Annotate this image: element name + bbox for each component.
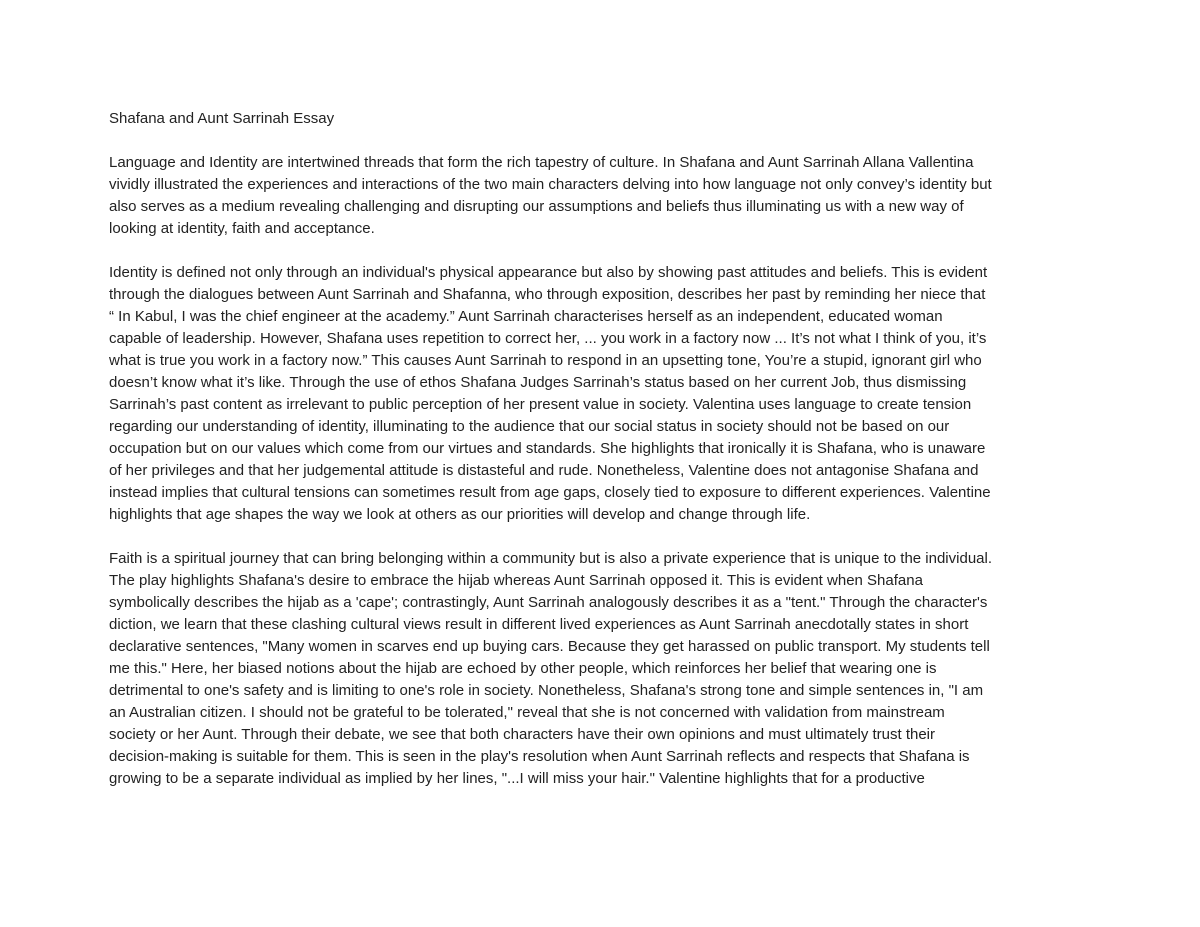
paragraph-line: of her privileges and that her judgemental attitude is distasteful and rude. Nonetheless, Valentine does not antagonise Shafana and [109,462,979,479]
paragraph-line: diction, we learn that these clashing cultural views result in different lived experiences as Aunt Sarrinah anecdotally states in short [109,616,969,633]
paragraph-line: doesn’t know what it’s like. Through the use of ethos Shafana Judges Sarrinah’s status based on her current Job, thus dismissing [109,374,967,391]
paragraph-line: growing to be a separate individual as implied by her lines, "...I will miss your hair." Valentine highlights that for a productive [109,770,925,787]
paragraph-line: looking at identity, faith and acceptance. [109,220,375,237]
paragraph-line: detrimental to one's safety and is limiting to one's role in society. Nonetheless, Shafana's strong tone and simple sentences in, "I am [109,682,984,699]
paragraph-line: instead implies that cultural tensions can sometimes result from age gaps, closely tied to exposure to different experiences. Valentine [109,484,991,501]
paragraph-line: society or her Aunt. Through their debate, we see that both characters have their own opinions and must ultimately trust their [109,726,936,743]
paragraph-line: “ In Kabul, I was the chief engineer at the academy.” Aunt Sarrinah characterises herself as an independent, educated woman [109,308,943,325]
paragraph-line: capable of leadership. However, Shafana uses repetition to correct her, ... you work in a factory now ... It’s not what I think of you, it’s [109,330,987,347]
paragraph-line: also serves as a medium revealing challenging and disrupting our assumptions and beliefs thus illuminating us with a new way of [109,198,964,215]
paragraph-line: regarding our understanding of identity, illuminating to the audience that our social status in society should not be based on our [109,418,950,435]
paragraph-line: through the dialogues between Aunt Sarrinah and Shafanna, who through exposition, describes her past by reminding her niece that [109,286,986,303]
paragraph-line: what is true you work in a factory now.” This causes Aunt Sarrinah to respond in an upsetting tone, You’re a stupid, ignorant girl who [109,352,982,369]
paragraph-line: Sarrinah’s past content as irrelevant to public perception of her present value in society. Valentina uses language to create tension [109,396,972,413]
paragraph-line: Identity is defined not only through an individual's physical appearance but also by showing past attitudes and beliefs. This is evident [109,264,988,281]
paragraph-line: an Australian citizen. I should not be grateful to be tolerated," reveal that she is not concerned with validation from mainstream [109,704,945,721]
paragraph-line: The play highlights Shafana's desire to embrace the hijab whereas Aunt Sarrinah opposed it. This is evident when Shafana [109,572,923,589]
paragraph-line: me this." Here, her biased notions about the hijab are echoed by other people, which reinforces her belief that wearing one is [109,660,937,677]
essay-paragraph [109,152,1099,240]
essay-paragraph [109,548,1099,790]
paragraph-line: occupation but on our values which come from our virtues and standards. She highlights that ironically it is Shafana, who is unaware [109,440,986,457]
paragraph-line: symbolically describes the hijab as a 'cape'; contrastingly, Aunt Sarrinah analogously describes it as a "tent." Through the character's [109,594,988,611]
paragraph-line: vividly illustrated the experiences and interactions of the two main characters delving into how language not only convey’s identity but [109,176,992,193]
paragraph-line: declarative sentences, "Many women in scarves end up buying cars. Because they get harassed on public transport. My students tell [109,638,990,655]
paragraph-line: Language and Identity are intertwined threads that form the rich tapestry of culture. In Shafana and Aunt Sarrinah Allana Vallentina [109,154,974,171]
essay-title: Shafana and Aunt Sarrinah Essay [109,110,335,127]
essay-paragraph [109,262,1099,526]
essay-paragraphs [109,152,1099,790]
essay-body [109,108,1099,812]
paragraph-line: Faith is a spiritual journey that can bring belonging within a community but is also a private experience that is unique to the individual. [109,550,993,567]
paragraph-line: highlights that age shapes the way we look at others as our priorities will develop and change through life. [109,506,811,523]
paragraph-line: decision-making is suitable for them. This is seen in the play's resolution when Aunt Sarrinah reflects and respects that Shafana is [109,748,970,765]
